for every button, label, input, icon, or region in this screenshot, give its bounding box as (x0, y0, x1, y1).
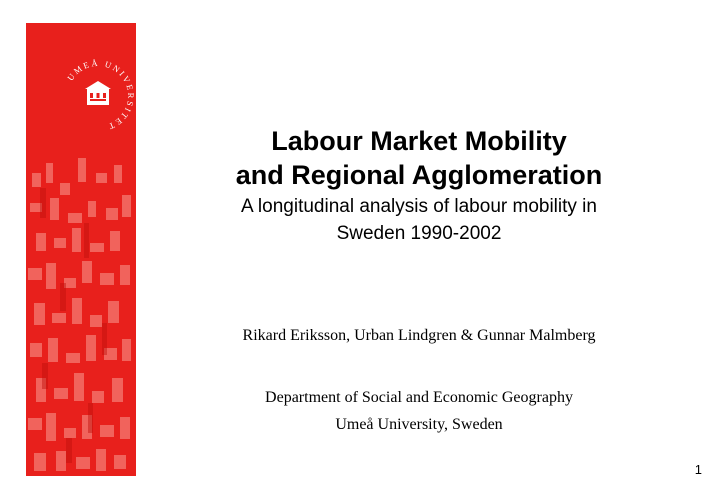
university-seal-icon (58, 56, 136, 136)
page-number: 1 (694, 462, 702, 477)
university: Umeå University, Sweden (335, 416, 503, 433)
department: Department of Social and Economic Geography (265, 389, 573, 406)
title-block (166, 124, 672, 246)
side-banner (26, 23, 136, 476)
authors: Rikard Eriksson, Urban Lindgren & Gunnar Malmberg (242, 327, 596, 344)
affiliation (166, 384, 672, 438)
slide-title-line-2: and Regional Agglomeration (235, 160, 603, 190)
slide-subtitle-line-1: A longitudinal analysis of labour mobility in (241, 196, 597, 217)
seal-text: UMEÅ UNIVERSITET (65, 57, 137, 133)
slide-subtitle-line-2: Sweden 1990-2002 (336, 223, 502, 244)
slide-title-line-1: Labour Market Mobility (271, 126, 567, 156)
